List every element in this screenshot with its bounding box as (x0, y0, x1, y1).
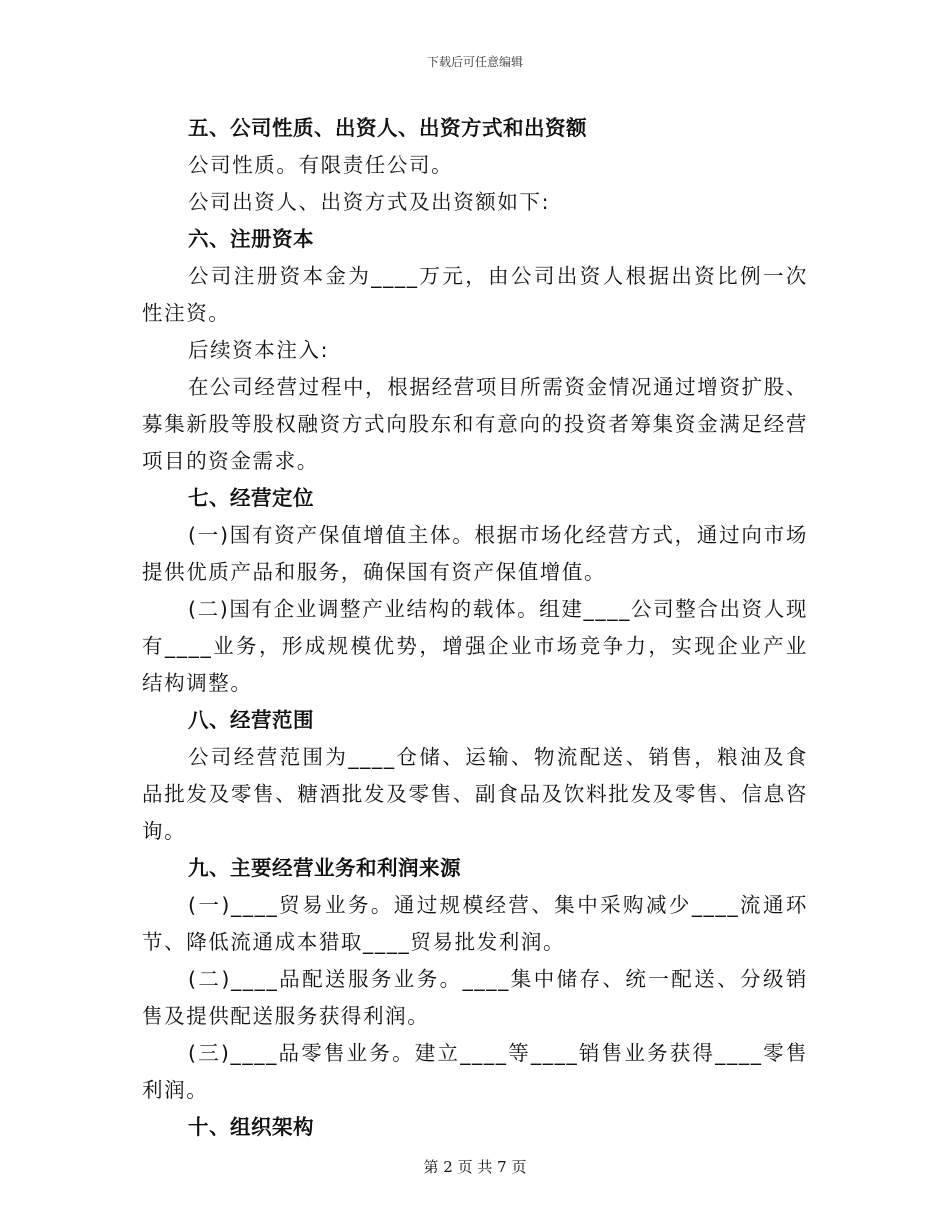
section-5-heading: 五、公司性质、出资人、出资方式和出资额 (188, 116, 587, 140)
header-note: 下载后可任意编辑 (426, 55, 523, 69)
section-8-heading: 八、经营范围 (188, 708, 314, 732)
section-9-paragraph-2: (二)____品配送服务业务。____集中储存、统一配送、分级销售及提供配送服务获得利润。 (142, 967, 808, 1028)
document-body (142, 110, 808, 1146)
section-8-paragraph-1: 公司经营范围为____仓储、运输、物流配送、销售，粮油及食品批发及零售、糖酒批发及零售、副食品及饮料批发及零售、信息咨询。 (142, 745, 808, 843)
section-7-paragraph-1: (一)国有资产保值增值主体。根据市场化经营方式，通过向市场提供优质产品和服务，确保国有资产保值增值。 (142, 523, 808, 584)
section-7-paragraph-2: (二)国有企业调整产业结构的载体。组建____公司整合出资人现有____业务，形成规模优势，增强企业市场竞争力，实现企业产业结构调整。 (142, 597, 808, 695)
section-9-paragraph-1: (一)____贸易业务。通过规模经营、集中采购减少____流通环节、降低流通成本猎取____贸易批发利润。 (142, 893, 808, 954)
section-10-heading: 十、组织架构 (188, 1115, 314, 1139)
section-6-heading: 六、注册资本 (188, 227, 314, 251)
section-9-paragraph-3: (三)____品零售业务。建立____等____销售业务获得____零售利润。 (142, 1041, 808, 1102)
section-5-paragraph-2: 公司出资人、出资方式及出资额如下: (188, 190, 551, 214)
section-6-paragraph-2: 后续资本注入: (188, 338, 330, 362)
section-9-heading: 九、主要经营业务和利润来源 (188, 856, 461, 880)
page-number-footer: 第 2 页 共 7 页 (423, 1158, 527, 1176)
section-7-heading: 七、经营定位 (188, 486, 314, 510)
section-5-paragraph-1: 公司性质。有限责任公司。 (188, 153, 454, 177)
section-6-paragraph-3: 在公司经营过程中，根据经营项目所需资金情况通过增资扩股、募集新股等股权融资方式向股东和有意向的投资者筹集资金满足经营项目的资金需求。 (142, 375, 808, 473)
section-6-paragraph-1: 公司注册资本金为____万元，由公司出资人根据出资比例一次性注资。 (142, 264, 808, 325)
